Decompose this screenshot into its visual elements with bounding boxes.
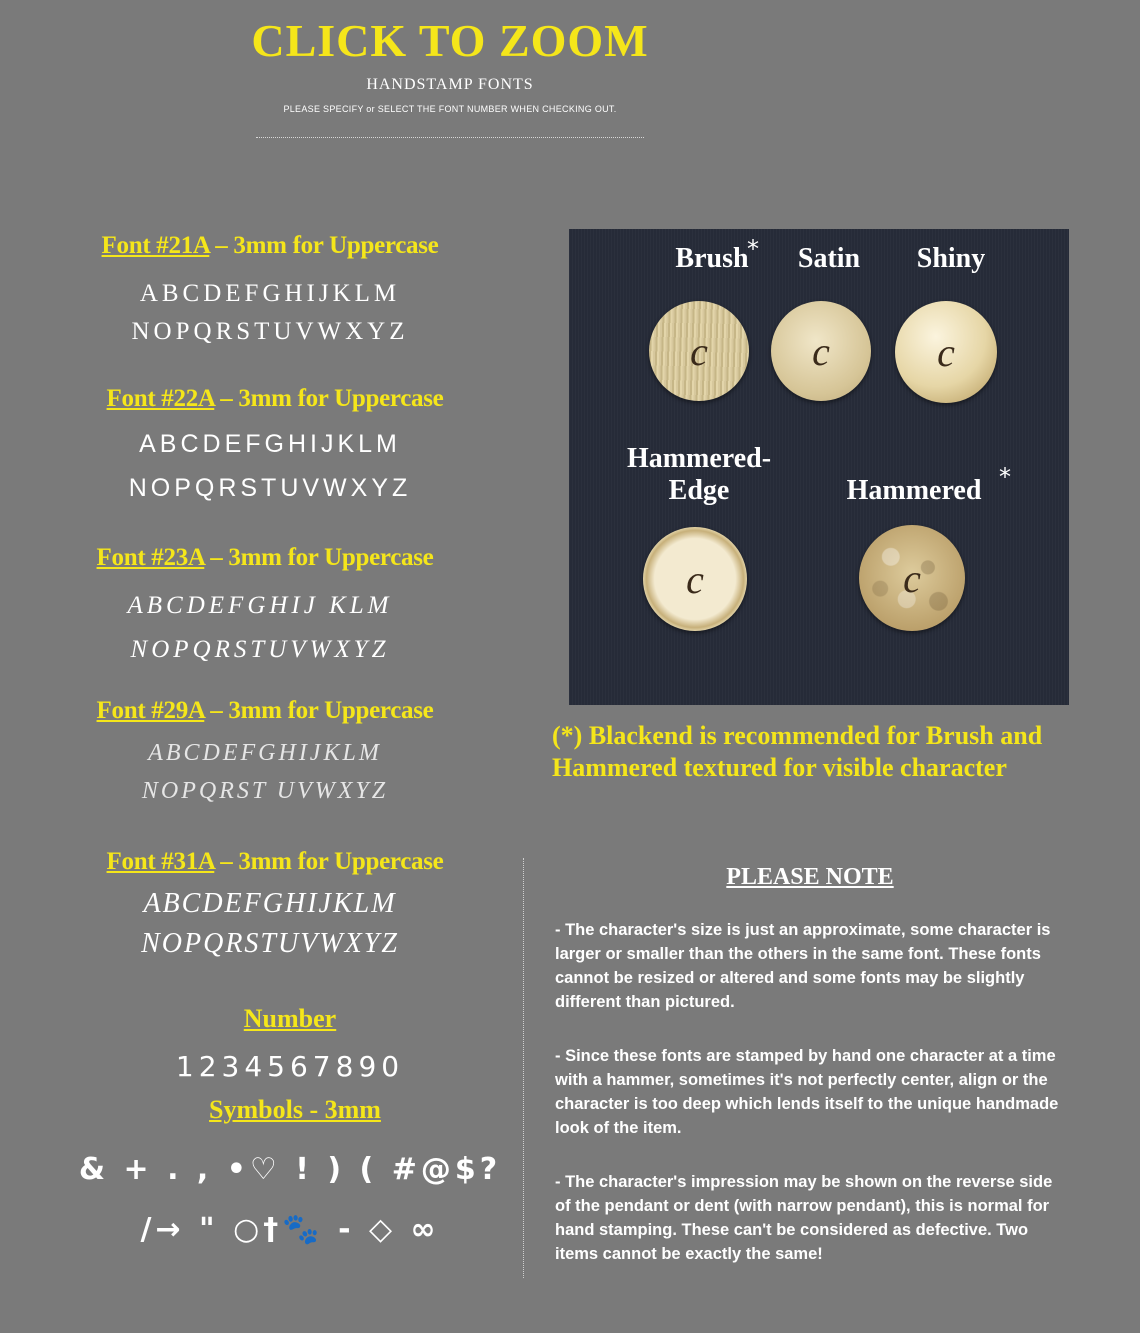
finish-label-shiny: Shiny	[916, 243, 986, 274]
hammered-disc: c	[859, 525, 965, 631]
click-to-zoom-title[interactable]: CLICK TO ZOOM	[251, 15, 649, 66]
satin-disc: c	[771, 301, 871, 401]
number-samples: 1234567890	[175, 1050, 405, 1083]
finish-label-brush: Brush	[675, 243, 749, 274]
font-23a-sample-row1: ABCDEFGHIJ KLM	[127, 592, 393, 619]
symbols-row2: /→ " ○†🐾 - ◇ ∞	[140, 1212, 440, 1247]
brush-asterisk: *	[747, 235, 759, 263]
font-29a-sample-row2: NOPQRST UVWXYZ	[141, 778, 389, 804]
font-31a-sample-row2: NOPQRSTUVWXYZ	[141, 928, 399, 959]
finish-label-satin: Satin	[797, 243, 861, 274]
finish-label-hammered: Hammered	[846, 475, 982, 506]
finish-samples-photo[interactable]	[569, 229, 1069, 705]
symbols-row1: & + . , •♡ ! ) ( #@$?	[78, 1152, 502, 1187]
handstamp-fonts-subtitle: HANDSTAMP FONTS	[366, 76, 534, 93]
note-paragraph-hand-stamped: - Since these fonts are stamped by hand one character at a time with a hammer, sometimes it's not perfectly center, align or the character is too deep which lends itself to the unique handmade look of the item.	[555, 1047, 1059, 1137]
font-23a-sample-row2: NOPQRSTUVWXYZ	[130, 636, 390, 663]
font-21a-sample-row2: NOPQRSTUVWXYZ	[131, 318, 409, 345]
font-23a-heading: Font #23A – 3mm for Uppercase	[96, 544, 434, 571]
hammered-edge-disc: c	[643, 527, 747, 631]
font-31a-sample-row1: ABCDEFGHIJKLM	[143, 888, 397, 919]
finish-label-hammered-edge-2: Edge	[668, 475, 730, 506]
font-22a-heading: Font #22A – 3mm for Uppercase	[106, 385, 444, 412]
font-21a-heading: Font #21A – 3mm for Uppercase	[101, 232, 439, 259]
column-divider	[523, 858, 524, 1278]
font-21a-sample-row1: ABCDEFGHIJKLM	[139, 280, 401, 307]
font-22a-sample-row2: NOPQRSTUVWXYZ	[128, 474, 412, 502]
symbols-heading: Symbols - 3mm	[209, 1095, 381, 1124]
note-paragraph-size: - The character's size is just an approximate, some character is larger or smaller than the others in the same font. These fonts cannot be resized or altered and some fonts may be slightly different than pictured.	[555, 921, 1051, 1011]
font-22a-sample-row1: ABCDEFGHIJKLM	[139, 430, 401, 458]
hammered-asterisk: *	[999, 463, 1011, 491]
checkout-instruction: PLEASE SPECIFY or SELECT THE FONT NUMBER WHEN CHECKING OUT.	[283, 104, 617, 114]
brush-disc: c	[649, 301, 749, 401]
font-31a-heading: Font #31A – 3mm for Uppercase	[106, 848, 444, 875]
finish-label-hammered-edge-1: Hammered-	[626, 443, 772, 474]
font-29a-sample-row1: ABCDEFGHIJKLM	[148, 740, 382, 766]
blackened-recommendation: (*) Blackend is recommended for Brush and Hammered textured for visible character	[552, 721, 1043, 782]
please-note-title: PLEASE NOTE	[726, 864, 894, 890]
shiny-disc: c	[895, 301, 997, 403]
note-paragraph-impression: - The character's impression may be shown on the reverse side of the pendant or dent (with narrow pendant), this is normal for hand stamping. These can't be considered as defective. Two items cannot be exactly the same!	[555, 1173, 1053, 1263]
font-29a-heading: Font #29A – 3mm for Uppercase	[96, 697, 434, 724]
header-divider	[256, 137, 644, 138]
number-heading: Number	[243, 1004, 337, 1033]
